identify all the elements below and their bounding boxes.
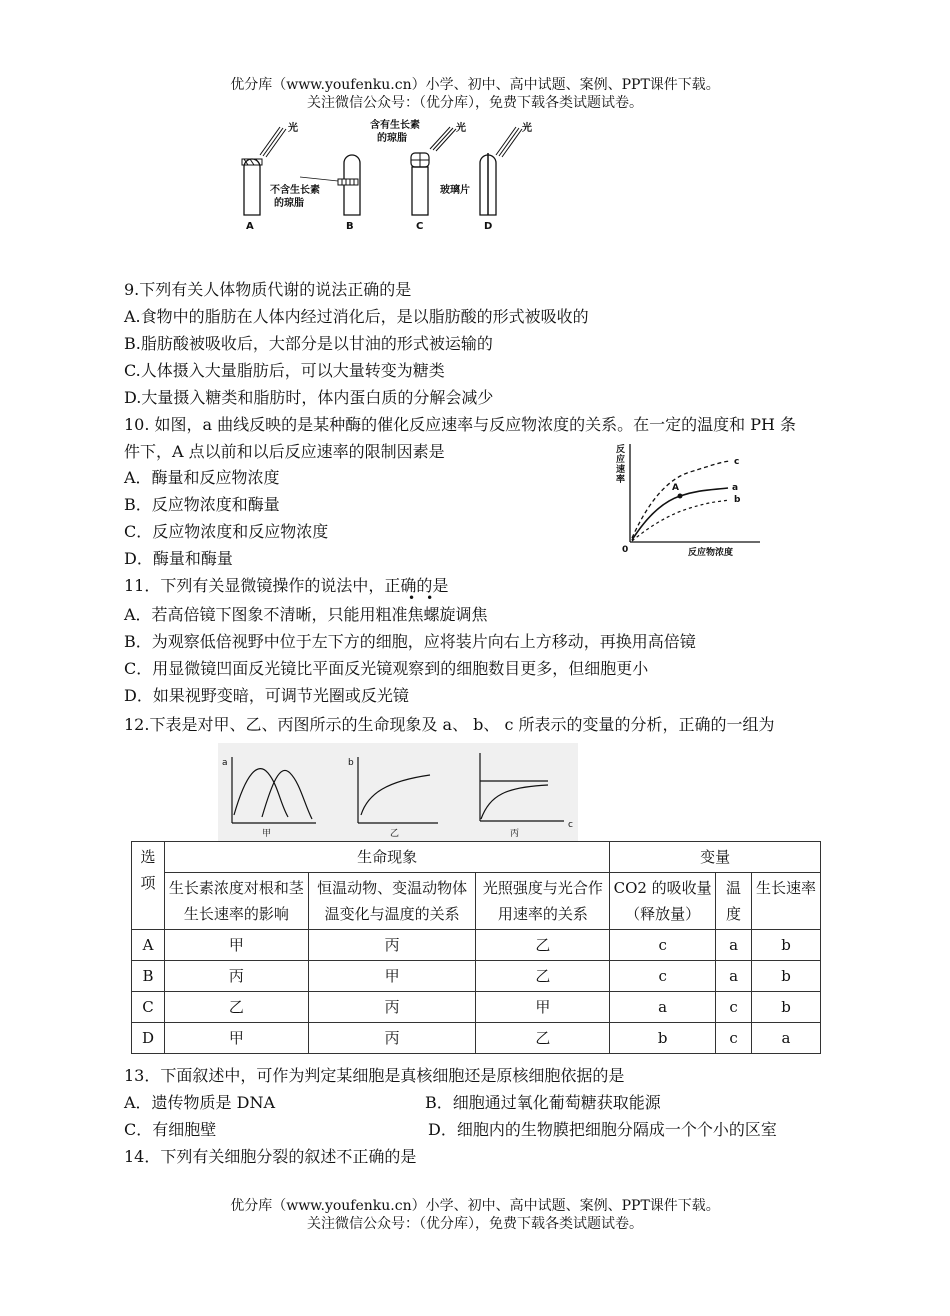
footer-line-2: 关注微信公众号：（优分库），免费下载各类试题试卷。 [307,1216,643,1232]
x-label: 反应物浓度 [688,548,734,558]
table-row [132,1023,821,1054]
q9-option-b: B.脂肪酸被吸收后，大部分是以甘油的形式被运输的 [124,334,493,353]
q14-stem: 14．下列有关细胞分裂的叙述不正确的是 [124,1147,417,1166]
cell: b [610,1023,716,1054]
curve-a-label: a [732,483,739,493]
cell: 甲 [308,961,476,992]
q9-option-a: A.食物中的脂肪在人体内经过消化后，是以脂肪酸的形式被吸收的 [124,307,589,326]
cell: 丙 [308,992,476,1023]
y-label-1: 反 [616,445,626,455]
q10-stem-1: 10. 如图，a 曲线反映的是某种酶的催化反应速率与反应物浓度的关系。在一定的温度和 PH 条 [124,415,797,434]
table-header-row [132,842,821,873]
q13-option-c: C．有细胞壁 [124,1120,217,1139]
light-label-a: 光 [288,123,298,134]
graph-yi-b-label: b [348,758,354,768]
cell: a [716,930,752,961]
subheader-4: CO2 的吸收量（释放量） [610,873,716,930]
subheader-6: 生长速率 [752,873,821,930]
origin-label: 0 [622,545,629,555]
y-label-2: 应 [616,455,626,465]
header-line-2: 关注微信公众号：（优分库），免费下载各类试题试卷。 [307,95,643,111]
cell: c [716,992,752,1023]
q12-stem: 12.下表是对甲、乙、丙图所示的生命现象及 a、 b、 c 所表示的变量的分析，正确的一组为 [124,715,775,734]
q11-option-d: D．如果视野变暗，可调节光圈或反光镜 [124,686,409,705]
q9-stem: 9.下列有关人体物质代谢的说法正确的是 [124,280,412,299]
graph-yi-label: 乙 [390,829,400,839]
point-a-label: A [672,483,679,493]
cell: a [610,992,716,1023]
y-label-3: 速 [616,465,626,475]
graph-jia-label: 甲 [262,829,272,839]
cell: a [716,961,752,992]
table-row [132,930,821,961]
cell: 甲 [164,930,308,961]
cell: 丙 [308,1023,476,1054]
q10-option-b: B．反应物浓度和酶量 [124,495,280,514]
q13-option-b: B．细胞通过氧化葡萄糖获取能源 [425,1093,661,1112]
q10-option-c: C．反应物浓度和反应物浓度 [124,522,329,541]
cell: c [610,961,716,992]
y-label-4: 率 [616,475,626,485]
q11-option-c: C．用显微镜凹面反光镜比平面反光镜观察到的细胞数目更多，但细胞更小 [124,659,649,678]
cell: B [132,961,165,992]
q11-stem: 11．下列有关显微镜操作的说法中，正确的是 [124,576,449,595]
cell: 乙 [164,992,308,1023]
enzyme-rate-chart [610,438,770,562]
subheader-3: 光照强度与光合作用速率的关系 [476,873,610,930]
table-row [132,992,821,1023]
header-option: 选项 [132,842,165,930]
emphasis-dots: •• [408,591,445,605]
light-label-c: 光 [456,123,466,134]
label-b: B [346,221,354,232]
header-line-1: 优分库（www.youfenku.cn）小学、初中、高中试题、案例、PPT课件下载。 [230,77,720,93]
table-subheader-row [132,873,821,930]
cell: 乙 [476,930,610,961]
cell: 乙 [476,961,610,992]
footer-line-1: 优分库（www.youfenku.cn）小学、初中、高中试题、案例、PPT课件下载。 [230,1198,720,1214]
graph-bing-c-label: c [568,820,573,830]
graph-jia-a-label: a [222,758,228,768]
cell: A [132,930,165,961]
label-c: C [416,221,424,232]
coleoptile-d [480,127,522,215]
q12-graphs [218,743,578,841]
with-auxin-label-1: 含有生长素 [370,120,420,131]
label-a: A [246,221,254,232]
cell: 甲 [164,1023,308,1054]
q10-option-d: D．酶量和酶量 [124,549,233,568]
with-auxin-label-2: 的琼脂 [377,133,407,144]
cell: 丙 [164,961,308,992]
point-a [678,494,683,499]
q12-table [131,841,821,1054]
table-row [132,961,821,992]
q13-option-a: A．遗传物质是 DNA [124,1093,276,1112]
q9-option-c: C.人体摄入大量脂肪后，可以大量转变为糖类 [124,361,445,380]
cell: 丙 [308,930,476,961]
cell: b [752,992,821,1023]
q13-stem: 13．下面叙述中，可作为判定某细胞是真核细胞还是原核细胞依据的是 [124,1066,625,1085]
cell: a [752,1023,821,1054]
subheader-5: 温度 [716,873,752,930]
light-label-d: 光 [522,123,532,134]
curve-c [632,461,730,538]
cell: c [610,930,716,961]
cell: c [716,1023,752,1054]
subheader-2: 恒温动物、变温动物体温变化与温度的关系 [308,873,476,930]
coleoptile-c [411,127,456,215]
q10-stem-2: 件下，A 点以前和以后反应速率的限制因素是 [124,442,445,461]
header-variable: 变量 [610,842,821,873]
cell: 甲 [476,992,610,1023]
cell: b [752,930,821,961]
label-d: D [484,221,493,232]
coleoptile-figure [230,115,550,235]
glass-label: 玻璃片 [440,185,470,196]
curve-b-label: b [734,495,741,505]
graph-bing-label: 丙 [510,829,520,839]
q9-option-d: D.大量摄入糖类和脂肪时，体内蛋白质的分解会减少 [124,388,494,407]
cell: D [132,1023,165,1054]
header-phenomenon: 生命现象 [164,842,609,873]
no-auxin-label-2: 的琼脂 [274,198,304,209]
subheader-1: 生长素浓度对根和茎生长速率的影响 [164,873,308,930]
q11-option-b: B．为观察低倍视野中位于左下方的细胞，应将装片向右上方移动，再换用高倍镜 [124,632,696,651]
curve-c-label: c [734,457,740,467]
cell: 乙 [476,1023,610,1054]
no-auxin-label-1: 不含生长素 [270,185,320,196]
q13-option-d: D．细胞内的生物膜把细胞分隔成一个个小的区室 [428,1120,777,1139]
cell: b [752,961,821,992]
q10-option-a: A．酶量和反应物浓度 [124,468,280,487]
q11-option-a: A．若高倍镜下图象不清晰，只能用粗准焦螺旋调焦 [124,605,488,624]
cell: C [132,992,165,1023]
